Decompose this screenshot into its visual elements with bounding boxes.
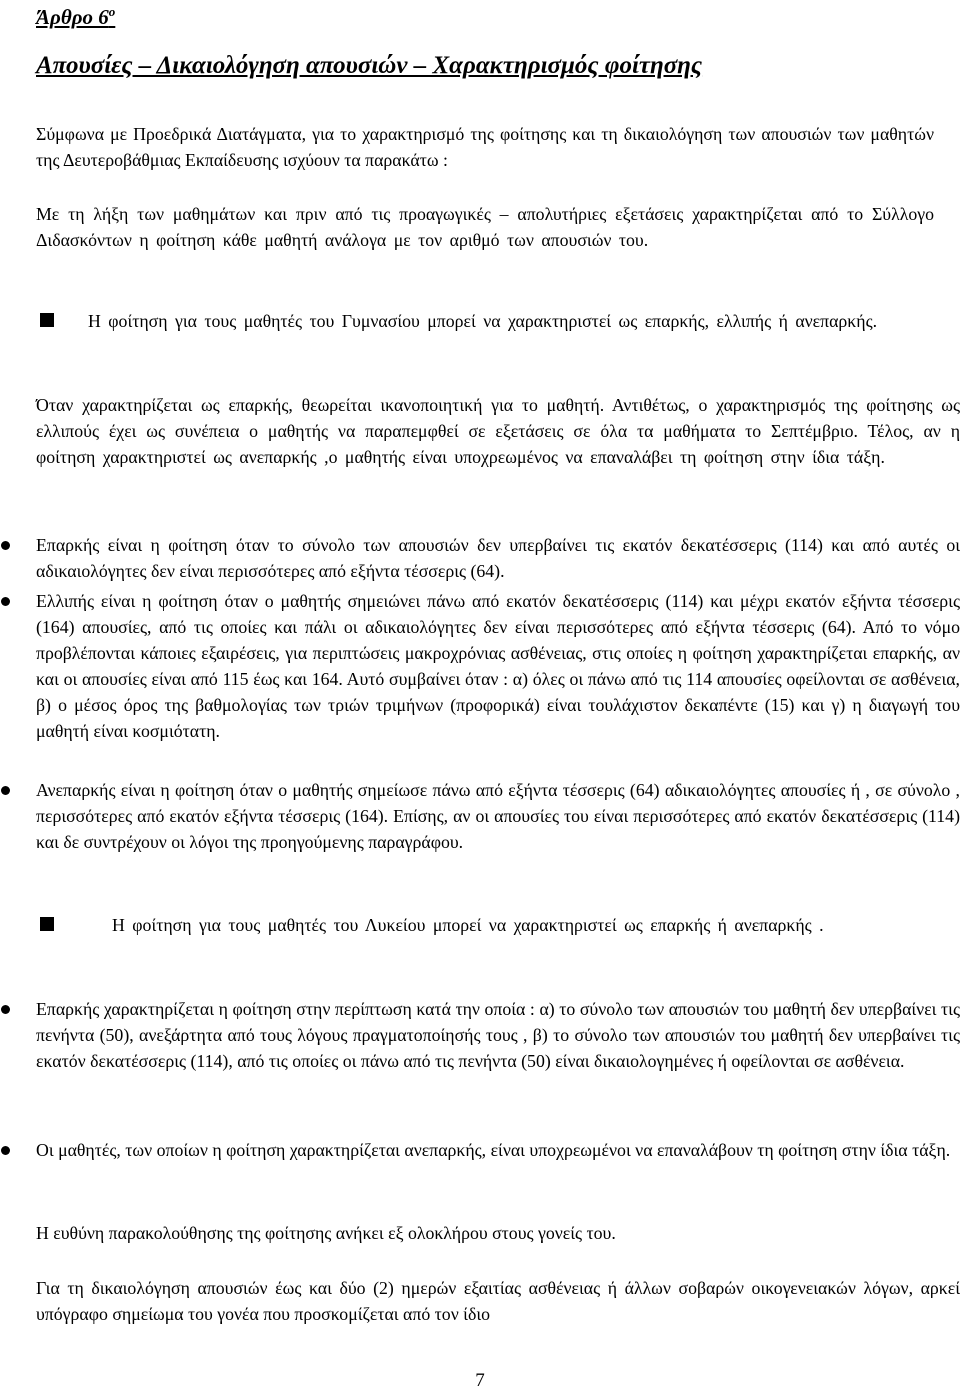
round-bullet-icon bbox=[1, 597, 10, 606]
gym-bullet-sufficient: Επαρκής είναι η φοίτηση όταν το σύνολο των απουσιών δεν υπερβαίνει τις εκατόν δεκατέσσερις (114) και από αυτές οι αδικαιολόγητες δεν είναι περισσότερες από εξήντα τέσσερις (64). bbox=[36, 532, 960, 584]
article-number-sup: ο bbox=[108, 4, 116, 19]
lyc-bullet-insufficient: Οι μαθητές, των οποίων η φοίτηση χαρακτηρίζεται ανεπαρκής, είναι υποχρεωμένοι να επαναλάβουν τη φοίτηση στην ίδια τάξη. bbox=[36, 1137, 960, 1163]
intro-paragraph: Σύμφωνα με Προεδρικά Διατάγματα, για το χαρακτηρισμό της φοίτησης και τη δικαιολόγηση των απουσιών των μαθητών της Δευτεροβάθμιας Εκπαίδευσης ισχύουν τα παρακάτω : bbox=[36, 124, 934, 170]
gymnasium-explain-paragraph: Όταν χαρακτηρίζεται ως επαρκής, θεωρείται ικανοποιητική για το μαθητή. Αντιθέτως, ο χαρακτηρισμός της φοίτησης ως ελλιπούς έχει ως συνέπεια ο μαθητής να παραπεμφθεί σε εξετάσεις σε όλα τα μαθήματα το Σεπτέμβριο. Τέλος, αν η φοίτηση χαρακτηριστεί ως ανεπαρκής ,ο μαθητής είναι υποχρεωμένος να επαναλάβει τη φοίτηση στην ίδια τάξη. bbox=[36, 395, 960, 467]
round-bullet-icon bbox=[1, 1146, 10, 1155]
end-of-lessons-paragraph: Με τη λήξη των μαθημάτων και πριν από τις προαγωγικές – απολυτήριες εξετάσεις χαρακτηρίζεται από το Σύλλογο Διδασκόντων η φοίτηση κάθε μαθητή ανάλογα με τον αριθμό των απουσιών του. bbox=[36, 204, 934, 250]
lyc-bullet-sufficient: Επαρκής χαρακτηρίζεται η φοίτηση στην περίπτωση κατά την οποία : α) το σύνολο των απουσιών του μαθητή δεν υπερβαίνει τις πενήντα (50), ανεξάρτητα από τους λόγους πραγματοποίησής τους , β) το σύνολο των απουσιών του μαθητή δεν υπερβαίνει τις εκατόν δεκατέσσερις (114), από τις οποίες οι πάνω από τις πενήντα (50) είναι δικαιολογημένες ή οφείλονται σε ασθένεια. bbox=[36, 996, 960, 1074]
round-bullet-icon bbox=[1, 1005, 10, 1014]
round-bullet-icon bbox=[1, 786, 10, 795]
article-number: Άρθρο $6^o$ bbox=[36, 4, 116, 29]
lyceum-heading-paragraph: Η φοίτηση για τους μαθητές του Λυκείου μπορεί να χαρακτηριστεί ως επαρκής ή ανεπαρκής . bbox=[112, 915, 824, 935]
round-bullet-icon bbox=[1, 541, 10, 550]
gym-bullet-deficient: Ελλιπής είναι η φοίτηση όταν ο μαθητής σημειώνει πάνω από εκατόν δεκατέσσερις (114) και μέχρι εκατόν εξήντα τέσσερις (164) απουσίες, από τις οποίες και πάλι οι αδικαιολόγητες δεν είναι περισσότερες από εξήντα τέσσερις (64). Από το νόμο προβλέπονται κάποιες εξαιρέσεις, για περιπτώσεις μακροχρόνιας ασθένειας, στις οποίες η φοίτηση χαρακτηρίζεται επαρκής, αν και οι απουσίες είναι από 115 έως και 164. Αυτό συμβαίνει όταν : α) όλες οι πάνω από τις 114 απουσίες οφείλονται σε ασθένεια, β) ο μέσος όρος της βαθμολογίας των τριών τριμήνων (προφορικά) είναι τουλάχιστον δεκαπέντε (15) και γ) η διαγωγή του μαθητή είναι κοσμιότατη. bbox=[36, 588, 960, 744]
gym-bullet-insufficient: Ανεπαρκής είναι η φοίτηση όταν ο μαθητής σημείωσε πάνω από εξήντα τέσσερις (64) αδικαιολόγητες απουσίες ή , σε σύνολο , περισσότερες από εκατόν εξήντα τέσσερις (164). Επίσης, αν οι απουσίες του είναι περισσότερες από εκατόν δεκατέσσερις (114) και δε συντρέχουν οι λόγοι της προηγούμενης παραγράφου. bbox=[36, 777, 960, 855]
gymnasium-heading-paragraph: Η φοίτηση για τους μαθητές του Γυμνασίου μπορεί να χαρακτηριστεί ως επαρκής, ελλιπής ή ανεπαρκής. bbox=[88, 311, 878, 331]
responsibility-paragraph: Η ευθύνη παρακολούθησης της φοίτησης ανήκει εξ ολοκλήρου στους γονείς του. bbox=[36, 1223, 616, 1243]
article-title: Απουσίες – Δικαιολόγηση απουσιών – Χαρακτηρισμός φοίτησης bbox=[36, 52, 703, 79]
justification-paragraph: Για τη δικαιολόγηση απουσιών έως και δύο (2) ημερών εξαιτίας ασθένειας ή άλλων σοβαρών οικογενειακών λόγων, αρκεί υπόγραφο σημείωμα του γονέα που προσκομίζεται από τον ίδιο bbox=[36, 1278, 960, 1324]
page-number: 7 bbox=[475, 1370, 485, 1391]
